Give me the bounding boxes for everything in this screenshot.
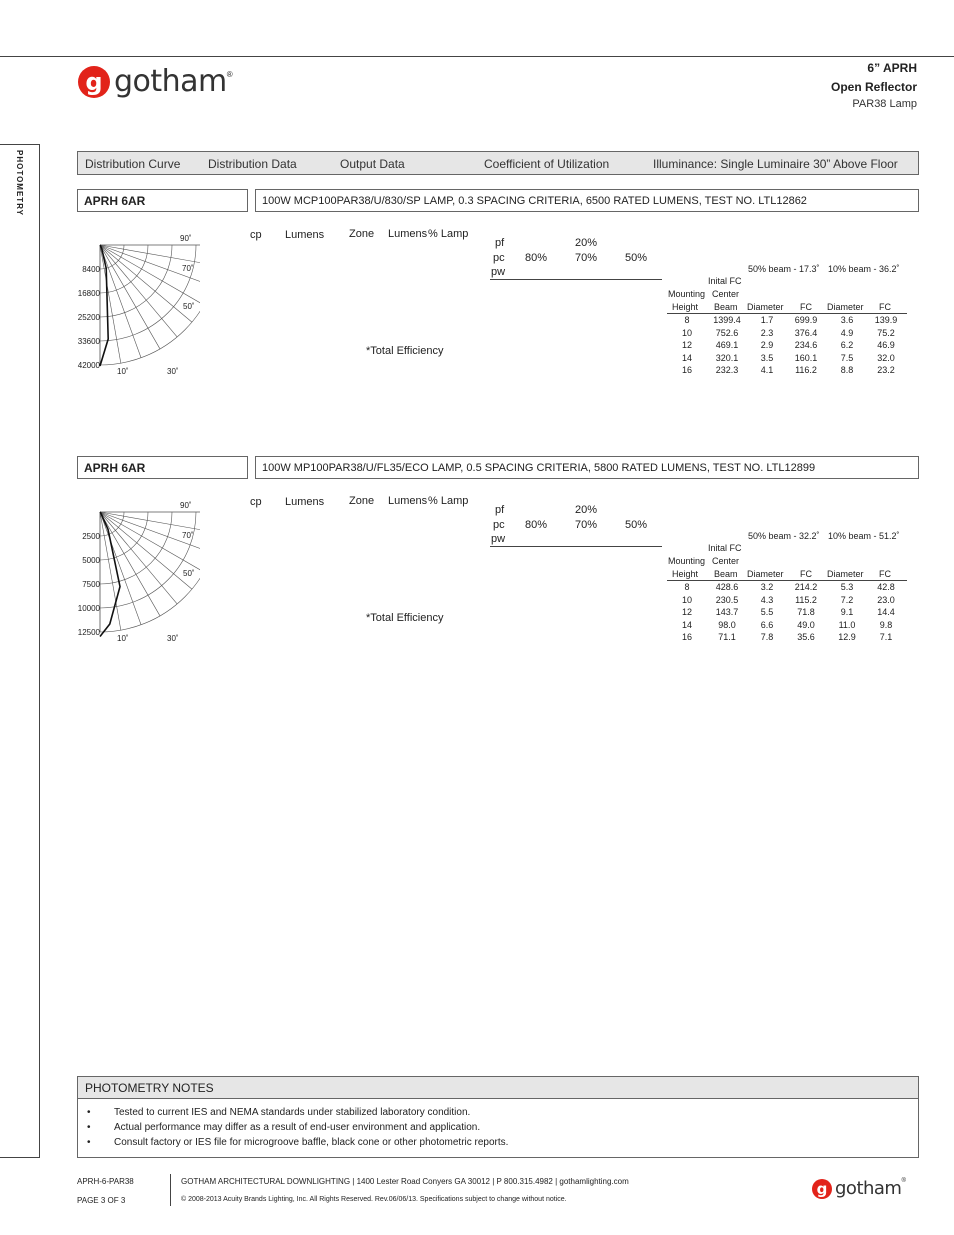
header-center: Center bbox=[712, 556, 740, 566]
beam-header: 50% beam - 17.3˚ bbox=[748, 264, 820, 274]
pc-value: 80% bbox=[525, 519, 548, 531]
illum-cell: 230.5 bbox=[715, 594, 739, 605]
column-header: % Lamp bbox=[428, 495, 469, 507]
radial-label: 42000 bbox=[77, 361, 100, 370]
efficiency-note: *Total Efficiency bbox=[366, 345, 444, 357]
gotham-g-icon: g bbox=[78, 66, 110, 98]
illum-cell: 5.3 bbox=[840, 582, 854, 592]
illum-cell: 71.1 bbox=[718, 632, 736, 643]
illum-col-header: Diameter bbox=[827, 569, 864, 579]
product-description: 100W MCP100PAR38/U/830/SP LAMP, 0.3 SPACING CRITERIA, 6500 RATED LUMENS, TEST NO. LTL12862 bbox=[262, 194, 807, 207]
lamp-type: PAR38 Lamp bbox=[852, 98, 917, 110]
illum-cell: 2.3 bbox=[760, 327, 774, 338]
radial-label: 7500 bbox=[82, 580, 100, 589]
illum-cell: 469.1 bbox=[715, 340, 739, 351]
radial-label: 33600 bbox=[77, 337, 100, 346]
product-description: 100W MP100PAR38/U/FL35/ECO LAMP, 0.5 SPACING CRITERIA, 5800 RATED LUMENS, TEST NO. LTL12899 bbox=[262, 461, 816, 474]
pf-label: pf bbox=[495, 237, 505, 249]
angle-label: 70˚ bbox=[182, 264, 194, 273]
page-number: PAGE 3 OF 3 bbox=[77, 1196, 126, 1205]
column-header: % Lamp bbox=[428, 228, 469, 240]
header-mounting: Mounting bbox=[668, 556, 706, 566]
angle-label: 50˚ bbox=[183, 569, 195, 578]
photometry-side-tab: PHOTOMETRY bbox=[15, 150, 24, 217]
illum-cell: 10 bbox=[681, 594, 692, 605]
header-beam: Beam bbox=[714, 569, 738, 579]
illum-cell: 2.9 bbox=[760, 340, 774, 351]
tab-output-data: Output Data bbox=[340, 157, 405, 171]
column-header: Lumens bbox=[388, 228, 428, 240]
illum-divider bbox=[667, 580, 907, 581]
angle-label: 10˚ bbox=[117, 367, 129, 376]
angle-label: 30˚ bbox=[167, 367, 179, 376]
illum-divider bbox=[667, 313, 907, 314]
pc-value: 70% bbox=[575, 252, 598, 264]
illum-cell: 9.1 bbox=[840, 607, 854, 618]
illum-cell: 376.4 bbox=[794, 327, 818, 338]
photometry-notes bbox=[77, 1076, 919, 1158]
illum-cell: 139.9 bbox=[874, 315, 898, 325]
radial-label: 2500 bbox=[82, 532, 100, 541]
illum-cell: 4.3 bbox=[760, 594, 774, 605]
brand-name: gotham bbox=[114, 64, 227, 99]
illum-cell: 23.0 bbox=[877, 594, 895, 605]
angle-label: 90˚ bbox=[180, 234, 192, 243]
illum-cell: 9.8 bbox=[879, 619, 893, 630]
footer-logo: g gotham ® bbox=[812, 1178, 906, 1199]
column-header: Zone bbox=[349, 228, 375, 240]
illum-cell: 16 bbox=[681, 365, 692, 376]
illum-cell: 752.6 bbox=[715, 327, 739, 338]
radial-label: 16800 bbox=[77, 289, 100, 298]
column-header: Lumens bbox=[388, 495, 428, 507]
illum-col-header: Diameter bbox=[747, 569, 784, 579]
product-description-box bbox=[255, 189, 919, 212]
illum-cell: 8 bbox=[684, 315, 690, 325]
illum-cell: 7.2 bbox=[840, 594, 854, 605]
illum-cell: 14 bbox=[681, 352, 692, 363]
pc-value: 50% bbox=[625, 519, 648, 531]
illum-cell: 5.5 bbox=[760, 607, 774, 618]
efficiency-note: *Total Efficiency bbox=[366, 612, 444, 624]
illum-cell: 3.2 bbox=[760, 582, 774, 592]
product-section-1 bbox=[0, 189, 954, 449]
illum-cell: 4.9 bbox=[840, 327, 854, 338]
notes-title: PHOTOMETRY NOTES bbox=[78, 1077, 918, 1099]
illum-col-header: Diameter bbox=[827, 302, 864, 312]
product-name-box bbox=[77, 189, 248, 212]
gotham-logo bbox=[78, 66, 233, 98]
pc-value: 70% bbox=[575, 519, 598, 531]
illum-cell: 98.0 bbox=[718, 619, 736, 630]
illum-cell: 1399.4 bbox=[713, 315, 741, 325]
illum-cell: 23.2 bbox=[877, 365, 895, 376]
illum-cell: 6.2 bbox=[840, 340, 854, 351]
illum-cell: 428.6 bbox=[715, 582, 739, 592]
radial-label: 25200 bbox=[77, 313, 100, 322]
illum-cell: 42.8 bbox=[877, 582, 895, 592]
illum-cell: 12.9 bbox=[838, 632, 856, 643]
pf-value: 20% bbox=[575, 237, 598, 249]
beam-header: 10% beam - 51.2˚ bbox=[828, 531, 900, 541]
tab-distribution-curve: Distribution Curve bbox=[85, 157, 181, 171]
tab-illuminance: Illuminance: Single Luminaire 30” Above Floor bbox=[653, 157, 898, 171]
page-subtitle: Open Reflector bbox=[830, 80, 917, 94]
note-item: • Actual performance may differ as a result of end-user environment and application. bbox=[78, 1120, 918, 1135]
column-header: cp bbox=[250, 496, 262, 508]
illum-cell: 10 bbox=[681, 327, 692, 338]
illum-cell: 7.5 bbox=[840, 352, 854, 363]
illum-cell: 49.0 bbox=[797, 619, 815, 630]
illum-cell: 32.0 bbox=[877, 352, 895, 363]
illum-col-header: FC bbox=[879, 302, 891, 312]
angle-label: 30˚ bbox=[167, 634, 179, 643]
pc-label: pc bbox=[493, 519, 505, 531]
illum-cell: 3.5 bbox=[760, 352, 774, 363]
product-description-box bbox=[255, 456, 919, 479]
illum-cell: 115.2 bbox=[795, 594, 817, 605]
radial-label: 8400 bbox=[82, 265, 100, 274]
illum-cell: 71.8 bbox=[797, 607, 815, 618]
page-title: 6” APRH bbox=[867, 61, 917, 75]
note-item: • Tested to current IES and NEMA standards under stabilized laboratory condition. bbox=[78, 1105, 918, 1120]
product-name-box bbox=[77, 456, 248, 479]
illum-cell: 8 bbox=[684, 582, 690, 592]
illum-cell: 143.7 bbox=[715, 607, 739, 618]
product-name: APRH 6AR bbox=[84, 193, 146, 208]
column-header: cp bbox=[250, 229, 262, 241]
illum-cell: 214.2 bbox=[794, 582, 818, 592]
illum-cell: 75.2 bbox=[877, 327, 895, 338]
header-height: Height bbox=[672, 302, 699, 312]
beam-header: 10% beam - 36.2˚ bbox=[828, 264, 900, 274]
angle-label: 10˚ bbox=[117, 634, 129, 643]
pf-value: 20% bbox=[575, 504, 598, 516]
pw-label: pw bbox=[491, 533, 506, 545]
illum-col-header: FC bbox=[879, 569, 891, 579]
column-header: Lumens bbox=[285, 496, 325, 508]
gotham-g-icon: g bbox=[812, 1179, 832, 1199]
illum-col-header: Diameter bbox=[747, 302, 784, 312]
angle-label: 50˚ bbox=[183, 302, 195, 311]
section-tabs bbox=[77, 151, 919, 175]
illum-cell: 320.1 bbox=[715, 352, 739, 363]
illum-cell: 14.4 bbox=[877, 607, 895, 618]
tab-distribution-data: Distribution Data bbox=[208, 157, 297, 171]
radial-label: 10000 bbox=[77, 604, 100, 613]
header-initial: Inital FC bbox=[708, 543, 742, 553]
company-info: GOTHAM ARCHITECTURAL DOWNLIGHTING | 1400 Lester Road Conyers GA 30012 | P 800.315.4982 | gothamlighting.com bbox=[181, 1177, 629, 1186]
radial-label: 5000 bbox=[82, 556, 100, 565]
illum-cell: 4.1 bbox=[760, 365, 774, 376]
illum-col-header: FC bbox=[800, 302, 812, 312]
angle-label: 70˚ bbox=[182, 531, 194, 540]
illum-cell: 234.6 bbox=[794, 340, 818, 351]
illum-cell: 3.6 bbox=[840, 315, 854, 325]
header-mounting: Mounting bbox=[668, 289, 706, 299]
illum-cell: 116.2 bbox=[795, 365, 817, 376]
illum-cell: 16 bbox=[681, 632, 692, 643]
header-initial: Inital FC bbox=[708, 276, 742, 286]
column-header: Lumens bbox=[285, 229, 325, 241]
illum-cell: 46.9 bbox=[877, 340, 895, 351]
product-name: APRH 6AR bbox=[84, 460, 146, 475]
illum-cell: 160.1 bbox=[794, 352, 818, 363]
angle-label: 90˚ bbox=[180, 501, 192, 510]
illum-cell: 12 bbox=[681, 340, 692, 351]
illum-cell: 11.0 bbox=[838, 619, 856, 630]
pc-label: pc bbox=[493, 252, 505, 264]
pw-label: pw bbox=[491, 266, 506, 278]
header-center: Center bbox=[712, 289, 740, 299]
illum-cell: 232.3 bbox=[715, 365, 739, 376]
illum-cell: 1.7 bbox=[760, 315, 774, 325]
note-item: • Consult factory or IES file for microgroove baffle, black cone or other photometric reports. bbox=[78, 1135, 918, 1150]
illum-cell: 35.6 bbox=[797, 632, 815, 643]
illum-cell: 7.1 bbox=[879, 632, 893, 643]
illum-cell: 6.6 bbox=[760, 619, 774, 630]
illum-cell: 7.8 bbox=[760, 632, 774, 643]
pc-value: 50% bbox=[625, 252, 648, 264]
product-section-2 bbox=[0, 456, 954, 716]
tab-coefficient: Coefficient of Utilization bbox=[484, 157, 610, 171]
brand-mark: ® bbox=[226, 70, 233, 79]
illum-col-header: FC bbox=[800, 569, 812, 579]
cu-divider bbox=[490, 546, 662, 547]
candela-curve bbox=[100, 245, 108, 366]
copyright: © 2008-2013 Acuity Brands Lighting, Inc. All Rights Reserved. Rev.06/06/13. Specifications subject to change without notice. bbox=[181, 1196, 567, 1203]
illum-cell: 12 bbox=[681, 607, 692, 618]
cu-divider bbox=[490, 279, 662, 280]
column-header: Zone bbox=[349, 495, 375, 507]
pc-value: 80% bbox=[525, 252, 548, 264]
illum-cell: 699.9 bbox=[794, 315, 818, 325]
pf-label: pf bbox=[495, 504, 505, 516]
illum-cell: 8.8 bbox=[840, 365, 854, 376]
radial-label: 12500 bbox=[77, 628, 100, 637]
header-beam: Beam bbox=[714, 302, 738, 312]
header-height: Height bbox=[672, 569, 699, 579]
beam-header: 50% beam - 32.2˚ bbox=[748, 531, 820, 541]
doc-code: APRH-6-PAR38 bbox=[77, 1177, 134, 1186]
illum-cell: 14 bbox=[681, 619, 692, 630]
